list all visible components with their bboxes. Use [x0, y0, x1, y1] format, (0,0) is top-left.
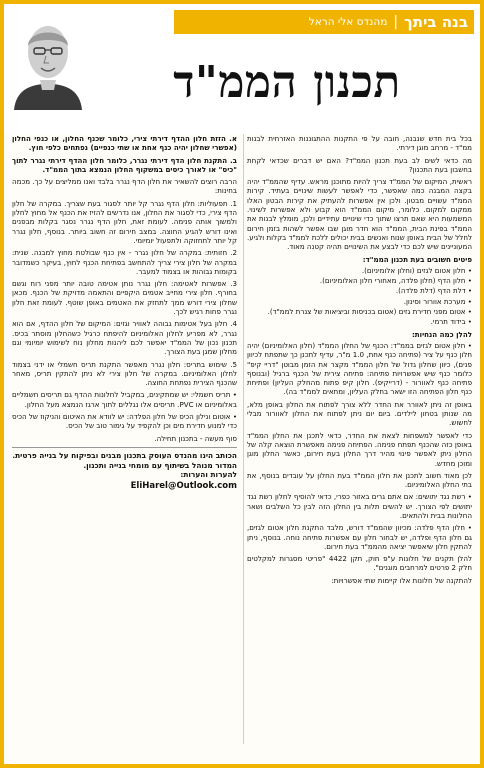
- guideline-paragraph: • חלון הדף פלדה: מכיוון שהממ"ד דורש, מלבד התקנת חלון אטום לגזים, גם חלון הדף ופלדה, יש לבחור חלון עם אפשרות פתיחה נוחה. בנוסף, ניתן להתקין חלון שיאפשר יציאה מהממ"ד בעת חירום.: [247, 523, 472, 551]
- right-column: [247, 134, 472, 756]
- option-a-paragraph: א. הזזת חלון ההדף דירתי צירי, כלומר שכנף החלון, או כנפי החלון (אפשרי שחלון יהיה כנף אחת או שתי כנפיים) נפתחים כלפי חוץ.: [12, 134, 237, 153]
- article-title: תכנון הממ"ד: [173, 57, 401, 108]
- point-paragraph: 3. אפשרות לאטימה: חלון נגרר נותן אטימה טובה יותר מפני רוח וגשם בחורף. חלון צירי מחייב אטמים היקפיים והתאמה מדויקת של הכנף. מכאן שחלון צירי דורש ממך לתחזק את האטמים באופן שוטף. לעומת זאת חלון נגרר פחות רגיש לכך.: [12, 279, 237, 317]
- point-paragraph: 4. חלון בעל אטימות גבוהה לאוויר וגזים: המיקום של חלון ההדף, אם הוא נגרר, לא מפריע לחלון האלומיניום להיפתח כרגיל כשהחלון מוסתר בכיס. תכנון נכון של הממ"ד יאפשר לכם ליהנות מחלון נוח לשימוש יומיומי וגם מחלון שמגן בעת הצורך.: [12, 319, 237, 357]
- requirement-item: • מערכת אוורור וסינון.: [403, 296, 472, 306]
- guideline-paragraph: להלן תקנים של חלונות ע"פ חוק, תקן 4422 "פריטי מסגרות למקלטים חלק 2 פרטים למרחבים מוגנים".: [247, 554, 472, 573]
- option-b-paragraph: ב. התקנת חלון הדף דירתי נגרר, כלומר חלון ההדף דירתי נגרר לתוך "כיס" או לאורך כיסים במשקוף החלון הנמצא בתוך הממ"ד.: [12, 155, 237, 174]
- author-note-line: הכותב הינו מהנדס העוסק בתכנון מבנים ובפיקוח על בנייה פרטית.: [12, 450, 237, 460]
- column-header-bar: [174, 10, 474, 34]
- tip-paragraph: • תריס חשמלי: יש שמתקינים, במקביל לחלונות ההדף גם תריסים חשמליים באלומיניום או PVC. תריסים אלו נגללים לתוך ארגז הנמצא מעל החלון.: [12, 390, 237, 409]
- author-portrait-icon: [8, 10, 88, 110]
- closing-line: סוף מעשה - בתכנון תחילה.: [154, 433, 237, 443]
- requirement-item: • חלון הדף (חלון פלדה, מאחורי חלון האלומיניום).: [319, 276, 472, 286]
- column-name: בנה ביתך: [404, 13, 468, 31]
- article-body: [12, 134, 472, 756]
- intro-paragraph-1: בכל בית חדש שנבנה, חובה על פי התקנות ההתגוננות האזרחית לבנות ממ"ד - מרחב מוגן דירתי.: [247, 134, 472, 153]
- author-note-block: [12, 447, 237, 491]
- article-header: [4, 4, 480, 134]
- requirements-heading: פיטים חשובים בעת תכנון הממ"ד:: [362, 254, 472, 264]
- author-name: מהנדס אלי הראל: [308, 16, 388, 28]
- author-portrait: [8, 10, 88, 110]
- point-paragraph: 5. שימוש בתריס: חלון נגרר מאפשר התקנת תריס חשמלי או ידני בצמוד לחלון האלומיניום. במקרה של חלון צירי לא ניתן להתקין תריס, מאחר שהכנף הצירית נפתחת החוצה.: [12, 359, 237, 388]
- guideline-paragraph: באופן זה ניתן לאוורר את החדר ללא צורך לפתוח את החלון באופן מלא, מה שנותן בטחון לילדים. ביום יום ניתן לפתוח את החלון לאוורור מבלי לחשוש.: [247, 399, 472, 428]
- guideline-paragraph: כדי לאפשר למשפחות לצאת את החדר, כדאי לתכנן את החלון הממ"ד באופן כזה שהכנף תפתח פנימה. הפתיחה פנימה מאפשרת הוצאה קלה של החלון ניתן לאפשר פינוי מהיר דרך החלון בעת חירום, כאשר החלון מוגן ומוכן מחדש.: [247, 430, 472, 468]
- author-email-link[interactable]: EliHarel@Outlook.com: [130, 480, 237, 491]
- guideline-paragraph: • רשת נגד יתושים: אם אתם גרים באזור כפרי, כדאי להוסיף לחלון רשת נגד יתושים לפי הצורך. יש להשים תלות בין החלון הזה לבין כל השלבים ושאר החלונות בבית ולהתאים.: [247, 492, 472, 520]
- guidelines-heading: להלן כמה הנחיות:: [411, 329, 472, 339]
- left-column: [12, 134, 237, 756]
- point-paragraph: 2. חזותית: במקרה של חלון נגרר - אין כנף שבולטת מחוץ למבנה. שנית: במקרה של חלון צירי צריך להתחשב בפתיחת הכנף לחוץ, בעיקר כשמדובר בקומות גבוהות או בצמוד למעבר.: [12, 248, 237, 276]
- requirement-item: • חלון אטום לגזים (וחלון אלומיניום).: [361, 265, 472, 275]
- guideline-paragraph: להתקנה של חלונות אלו קיימות שתי אפשרויות:: [331, 575, 472, 585]
- recommendation-paragraph: הרבה רוצים להשאיר את חלון הדף נגרר בלבד ואנו ממליצים על כך. מכמה בחינות:: [12, 177, 237, 196]
- requirement-item: • בידוד תרמי.: [430, 317, 472, 327]
- tip-paragraph: • אוטום ונילון הכיס של חלון הפלדה: יש לוודא את האיטום והניקוז של הכיס כדי למנוע חדירת מים וכן להקפיד על גימור טוב של הכיס.: [12, 412, 237, 431]
- point-paragraph: 1. תפעוליות: חלון הדף נגרר קל יותר לסגור בעת שצריך. במקרה של חלון הדף צירי, כדי לסגור את החלון, אנו נדרשים להזיז את הכנף אל מחוץ לחלון ולמשוך אותה פנימה. לעומת זאת, חלון הדף נגרר נסגר בקלות מבפנים ואינו דורש להגיע החוצה. במצב חירום זה חשוב ביותר. בנוסף, חלון נגרר קל יותר לתחזוקה ולתפעול יומיומי.: [12, 198, 237, 245]
- intro-paragraph-3: ראשית, המיקום של הממ"ד צריך להיות מתוכנן מראש. עדיף שהממ"ד יהיה בקצה המבנה כמה שאפשר, כדי לאפשר לעשות שינויים בעתיד. קירות הממ"ד עשויים מבטון. ולכן אין אפשרות להעתיק את קירות הבטון האלו ממקום למקום. כלומר, מיקום הממ"ד הוא קבוע ולא אפשרות לשינוי. המשמעות היא שאם תרצו שתוך כדי שינויים עתידיים ולכן, מומלץ לבנות את הממ"ד בפינת הבית, הממ"ד הוא חדר מוגן שבו אפשר לשהות בזמן חירום לחלל של הבית באופן שנוח ואנשים בבית יכולים ללכת לממ"ד בקלות ולגיע. המעוניינים שיש לכם כדי לבצע את השינויים תהיה קטנה מאוד.: [247, 177, 472, 252]
- guideline-paragraph: לכן מאוד חשוב לתכנן את חלון הממ"ד בעת החלון על עובדים בנוסף, את בתי החלון האלומיניום.: [247, 470, 472, 490]
- contact-label: להערות והערות:: [180, 470, 237, 480]
- guideline-paragraph: • חלון אטום לגזים בממ"ד: הכנף של החלון הממ"ד (חלון האלומיניום) יהיה חלון כנף על ציר (פתיחה כנף אחת, 1.0 מ"ר, עדיף לתכנן כך שתפתח לכיוון פנים), כיוון שחלון גדול של חלון הממ"ד מקצר את הזמן מבוטן "דריי קיפ" כלומר כנף שיש אפשרויות פתיחה: פתיחה צירית של הכנף ברגיל (ובנוסף פתיחה כנף לאוורור - (דרייקיפ). חלון קיפ פתוח מהחלק העליון) ופתיחת כנף חלון הפתיחה הזו ישאר בחלק העליון, ומתאים לממ"ד בה).: [247, 340, 472, 397]
- requirement-item: • דלת הדף (דלת פלדה).: [395, 286, 472, 296]
- header-separator: |: [393, 14, 399, 30]
- requirement-item: • אטום מפני חדירת גזים (אטום בכניסות וביציאות של צנרת לממ"ד).: [267, 307, 472, 317]
- intro-paragraph-2: מה כדאי לשים לב בעת תכנון הממ"ד? האם יש דברים שכדאי לקחת בחשבון בעת התכנון?: [247, 155, 472, 174]
- author-note-line: המדור מנוהל בשיתוף עם מומחי בנייה ותכנון.: [83, 460, 237, 470]
